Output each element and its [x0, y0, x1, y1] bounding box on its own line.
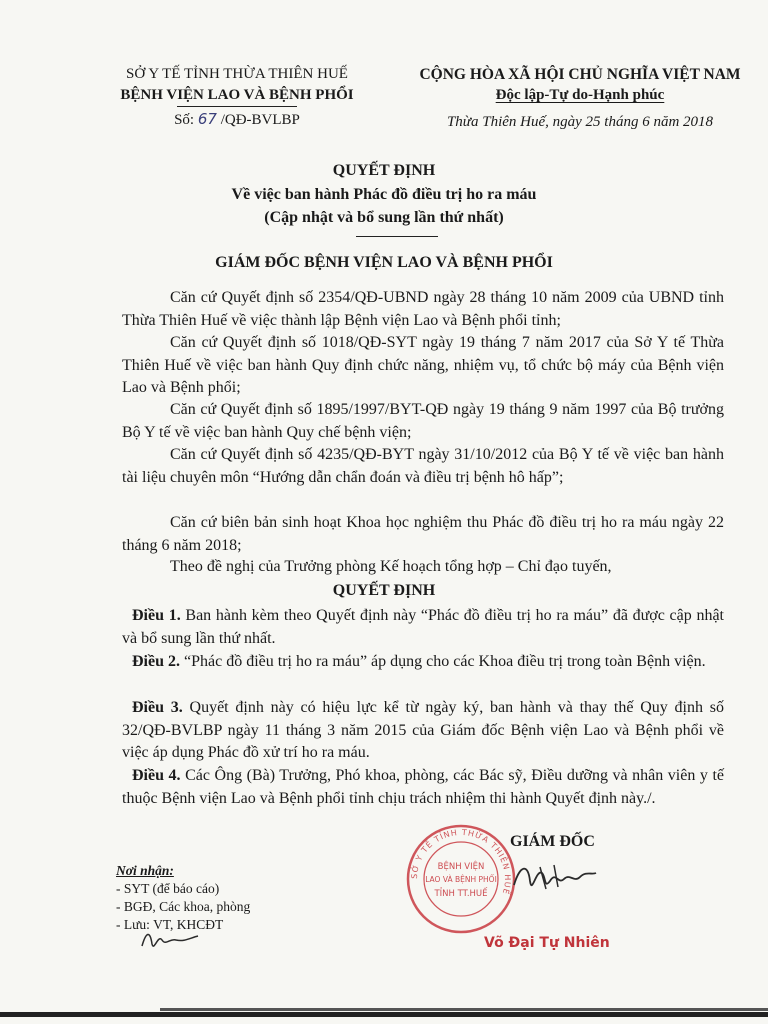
number-suffix: /QĐ-BVLBP	[220, 112, 300, 128]
national-header	[388, 64, 768, 133]
issuing-authority: GIÁM ĐỐC BỆNH VIỆN LAO VÀ BỆNH PHỔI	[215, 254, 553, 271]
legal-basis-1: Căn cứ Quyết định số 2354/QĐ-UBND ngày 28 tháng 10 năm 2009 của UBND tỉnh Thừa Thiên Huế về việc thành lập Bệnh viện Lao và Bệnh phổi tỉnh;	[122, 289, 724, 329]
number-handwritten: 67	[197, 110, 217, 128]
article-1-label: Điều 1.	[132, 607, 181, 624]
document-number	[92, 109, 382, 131]
nation-name: CỘNG HÒA XÃ HỘI CHỦ NGHĨA VIỆT NAM	[419, 66, 741, 83]
article-1	[122, 605, 724, 650]
legal-basis-2: Căn cứ Quyết định số 1018/QĐ-SYT ngày 19 tháng 7 năm 2017 của Sở Y tế Thừa Thiên Huế về việc ban hành Quy định chức năng, nhiệm vụ, tổ chức bộ máy của Bệnh viện Lao và Bệnh phổi;	[122, 334, 724, 396]
document-subject: Về việc ban hành Phác đồ điều trị ho ra máu	[231, 186, 537, 203]
scan-edge-bar	[0, 1012, 768, 1017]
article-2	[122, 651, 724, 674]
article-3	[122, 697, 724, 765]
signer-title: GIÁM ĐỐC	[510, 833, 595, 850]
scan-edge-line	[160, 1008, 768, 1011]
decision-heading: QUYẾT ĐỊNH	[332, 582, 436, 599]
article-2-text: “Phác đồ điều trị ho ra máu” áp dụng cho các Khoa điều trị trong toàn Bệnh viện.	[180, 653, 706, 670]
title-divider	[356, 236, 438, 237]
handwritten-signature-icon	[510, 855, 600, 900]
national-motto: Độc lập-Tự do-Hạnh phúc	[495, 87, 665, 103]
issuer-hospital: BỆNH VIỆN LAO VÀ BỆNH PHỔI	[120, 87, 354, 103]
issuer-block	[92, 64, 382, 131]
recipient-item: - BGĐ, Các khoa, phòng	[116, 899, 251, 914]
document-note: (Cập nhật và bổ sung lần thứ nhất)	[264, 209, 504, 226]
initials-scribble-icon	[140, 924, 200, 952]
issuer-underline	[177, 106, 297, 107]
official-seal-icon	[405, 823, 517, 935]
article-2-label: Điều 2.	[132, 653, 180, 670]
place-date: Thừa Thiên Huế, ngày 25 tháng 6 năm 2018	[446, 114, 714, 130]
seal-line-3: TỈNH TT.HUẾ	[434, 889, 488, 899]
legal-basis-5: Căn cứ biên bản sinh hoạt Khoa học nghiệm thu Phác đồ điều trị ho ra máu ngày 22 tháng 6 năm 2018;	[122, 514, 724, 554]
seal-ring-text: SỞ Y TẾ TỈNH THỪA THIÊN HUẾ	[409, 827, 513, 896]
proposal-line: Theo đề nghị của Trưởng phòng Kế hoạch tổng hợp – Chỉ đạo tuyến,	[170, 558, 612, 575]
recipient-item: - SYT (để báo cáo)	[116, 881, 220, 896]
seal-line-2: LAO VÀ BỆNH PHỔI	[425, 875, 497, 884]
article-3-text: Quyết định này có hiệu lực kể từ ngày ký, ban hành và thay thế Quy định số 32/QĐ-BVLBP ngày 11 tháng 3 năm 2015 của Giám đốc Bệnh viện Lao và Bệnh phổi về việc áp dụng Phác đồ xử trí ho ra máu.	[122, 699, 724, 761]
recipient-item: - Lưu: VT, KHCĐT	[116, 917, 224, 932]
document-kind: QUYẾT ĐỊNH	[332, 162, 436, 179]
seal-line-1: BỆNH VIỆN	[437, 862, 485, 872]
recipients-heading: Nơi nhận:	[116, 863, 174, 878]
legal-basis-4: Căn cứ Quyết định số 4235/QĐ-BYT ngày 31/10/2012 của Bộ Y tế về việc ban hành tài liệu chuyên môn “Hướng dẫn chẩn đoán và điều trị bệnh hô hấp”;	[122, 446, 724, 486]
legal-basis-3: Căn cứ Quyết định số 1895/1997/BYT-QĐ ngày 19 tháng 9 năm 1997 của Bộ trưởng Bộ Y tế về việc ban hành Quy chế bệnh viện;	[122, 401, 724, 441]
number-prefix: Số:	[174, 112, 195, 128]
article-4-label: Điều 4.	[132, 767, 181, 784]
article-3-label: Điều 3.	[132, 699, 183, 716]
article-1-text: Ban hành kèm theo Quyết định này “Phác đồ điều trị ho ra máu” đã được cập nhật và bổ sung lần thứ nhất.	[122, 607, 725, 647]
article-4-text: Các Ông (Bà) Trưởng, Phó khoa, phòng, các Bác sỹ, Điều dưỡng và nhân viên y tế thuộc Bệnh viện Lao và Bệnh phổi tỉnh chịu trách nhiệm thi hành Quyết định này./.	[122, 767, 724, 807]
issuer-department: SỞ Y TẾ TỈNH THỪA THIÊN HUẾ	[126, 66, 348, 82]
signer-name: Võ Đại Tự Nhiên	[484, 935, 610, 951]
article-4	[122, 765, 724, 810]
